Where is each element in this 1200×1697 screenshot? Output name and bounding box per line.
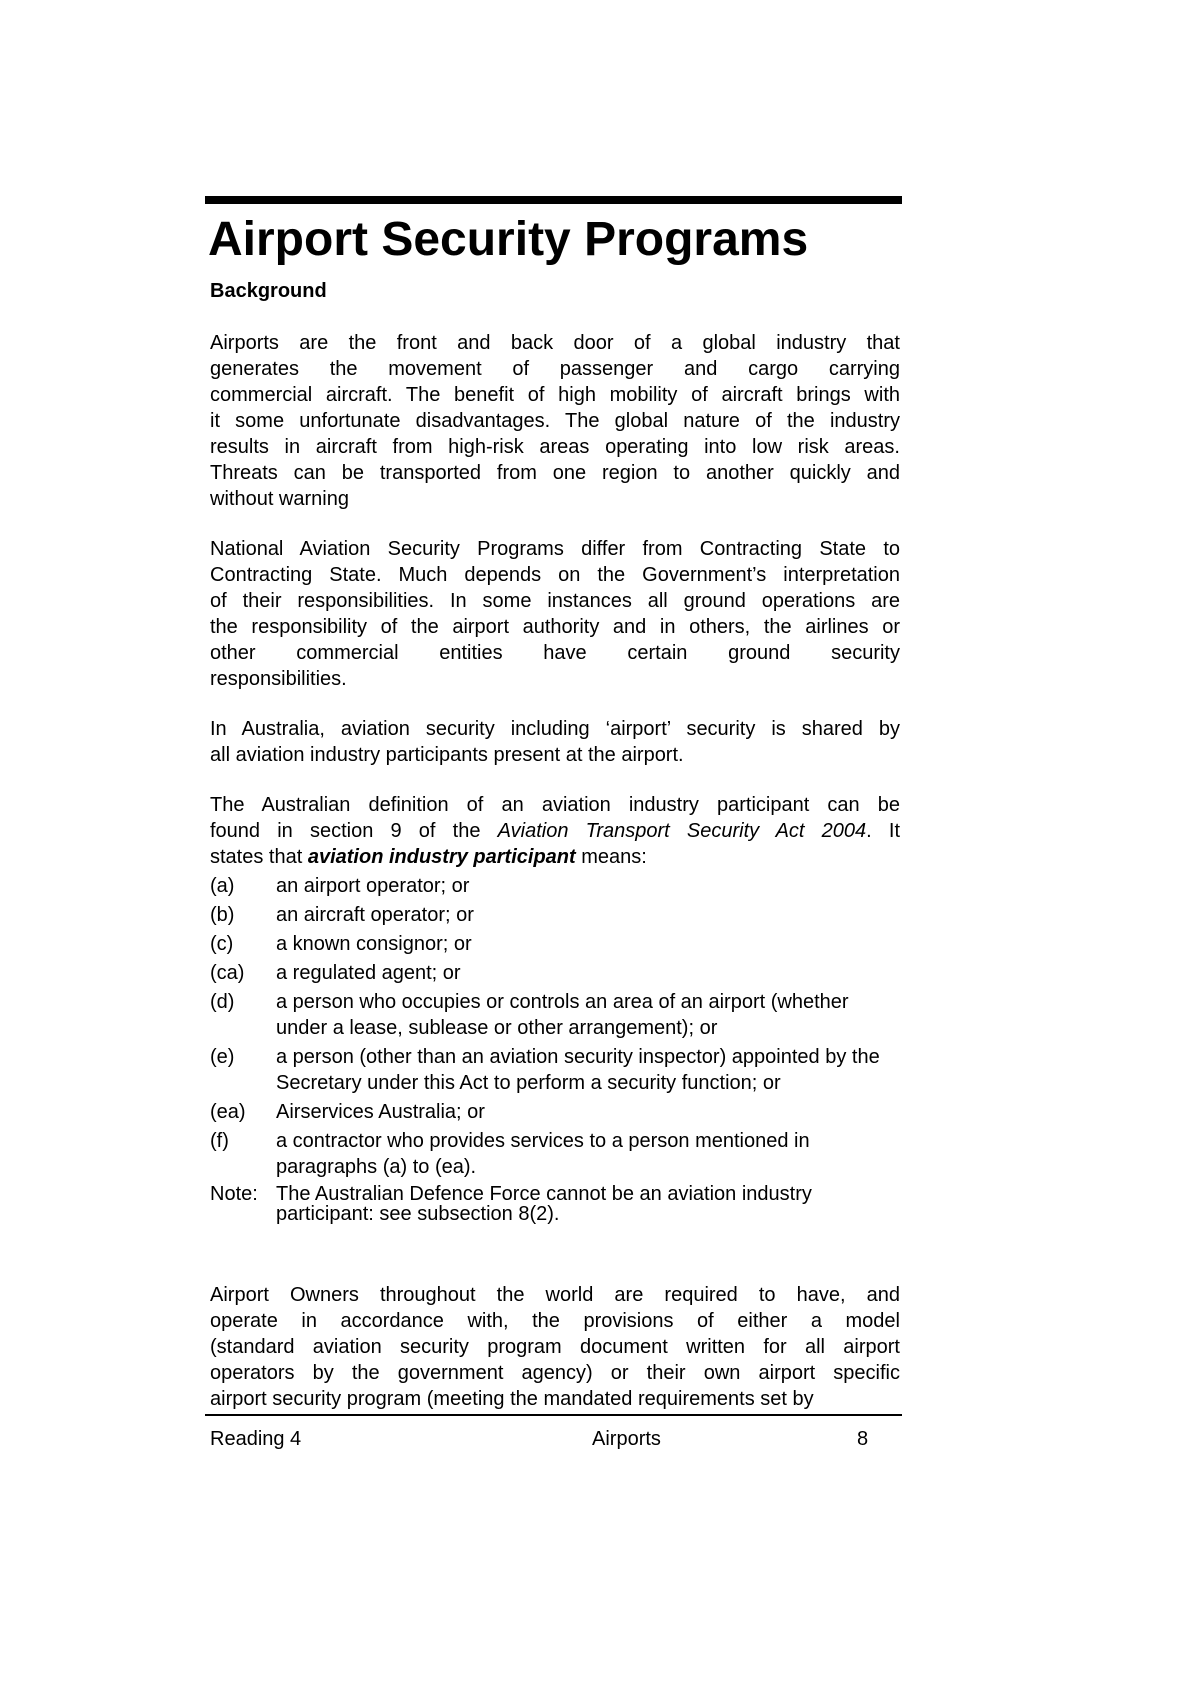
page-title: Airport Security Programs	[208, 213, 809, 266]
list-item-label: (b)	[210, 904, 235, 926]
list-item	[210, 1099, 900, 1125]
list-item-text: Airservices Australia; or	[276, 1101, 485, 1123]
emphasis-text: Aviation Transport Security Act 2004	[497, 820, 867, 842]
list-item	[210, 960, 900, 986]
text-segment: found in section 9 of the	[210, 820, 498, 842]
text-line: Contracting State. Much depends on the Government’s interpretation	[210, 564, 900, 586]
emphasis-text: aviation industry participant	[307, 846, 576, 868]
definition-list	[210, 873, 900, 1224]
text-line: results in aircraft from high-risk areas operating into low risk areas.	[210, 436, 900, 458]
list-item-text: a person who occupies or controls an area of an airport (whether under a lease, sublease or other arrangement); or	[276, 991, 849, 1039]
text-segment: means:	[575, 846, 647, 868]
list-item	[210, 931, 900, 957]
page-number: 8	[857, 1428, 869, 1450]
list-item-label: (a)	[210, 875, 235, 897]
paragraph	[210, 792, 900, 870]
top-rule	[205, 196, 902, 204]
footer-center: Airports	[592, 1428, 661, 1450]
section-heading: Background	[210, 280, 327, 302]
text-line: National Aviation Security Programs differ from Contracting State to	[210, 538, 900, 560]
text-line: it some unfortunate disadvantages. The global nature of the industry	[210, 410, 900, 432]
text-line	[210, 844, 900, 870]
list-item	[210, 1044, 900, 1096]
paragraph	[210, 330, 900, 512]
list-item	[210, 902, 900, 928]
text-line: Airport Owners throughout the world are required to have, and	[210, 1284, 900, 1306]
text-line: Threats can be transported from one region to another quickly and	[210, 462, 900, 484]
footer-left: Reading 4	[210, 1428, 302, 1450]
paragraph	[210, 536, 900, 692]
text-segment: . It	[866, 820, 901, 842]
text-line: (standard aviation security program document written for all airport	[210, 1336, 900, 1358]
footer-rule	[205, 1414, 902, 1416]
text-segment: states that	[210, 846, 308, 868]
list-item-label: (ea)	[210, 1101, 246, 1123]
text-line: the responsibility of the airport authority and in others, the airlines or	[210, 616, 900, 638]
list-item-text: a contractor who provides services to a person mentioned in paragraphs (a) to (ea).	[276, 1130, 810, 1178]
text-line: without warning	[210, 488, 349, 510]
note	[210, 1184, 900, 1224]
text-line: In Australia, aviation security including ‘airport’ security is shared by	[210, 718, 900, 740]
text-line: operators by the government agency) or their own airport specific	[210, 1362, 900, 1384]
list-item-text: a known consignor; or	[276, 933, 472, 955]
list-item-label: (e)	[210, 1046, 235, 1068]
list-item	[210, 873, 900, 899]
text-line: Airports are the front and back door of a global industry that	[210, 332, 900, 354]
text-line	[210, 818, 900, 844]
list-item	[210, 989, 900, 1041]
paragraph	[210, 716, 900, 768]
paragraph	[210, 1282, 900, 1412]
list-item-text: an airport operator; or	[276, 875, 470, 897]
list-item	[210, 1128, 900, 1180]
text-line: commercial aircraft. The benefit of high mobility of aircraft brings with	[210, 384, 900, 406]
text-line: other commercial entities have certain ground security	[210, 642, 900, 664]
list-item-label: (f)	[210, 1130, 229, 1152]
text-line: responsibilities.	[210, 668, 347, 690]
text-line: The Australian definition of an aviation industry participant can be	[210, 794, 900, 816]
list-item-label: (c)	[210, 933, 234, 955]
text-line: generates the movement of passenger and cargo carrying	[210, 358, 900, 380]
list-item-label: (d)	[210, 991, 235, 1013]
note-text: The Australian Defence Force cannot be an aviation industry participant: see subsection 8(2).	[276, 1183, 812, 1225]
text-line: airport security program (meeting the mandated requirements set by	[210, 1388, 814, 1410]
text-line: operate in accordance with, the provisions of either a model	[210, 1310, 900, 1332]
text-line: all aviation industry participants present at the airport.	[210, 744, 684, 766]
list-item-text: an aircraft operator; or	[276, 904, 474, 926]
list-item-text: a regulated agent; or	[276, 962, 461, 984]
note-label: Note:	[210, 1183, 258, 1205]
list-item-text: a person (other than an aviation security inspector) appointed by the Secretary under this Act to perform a security function; or	[276, 1046, 880, 1094]
list-item-label: (ca)	[210, 962, 245, 984]
text-line: of their responsibilities. In some instances all ground operations are	[210, 590, 900, 612]
